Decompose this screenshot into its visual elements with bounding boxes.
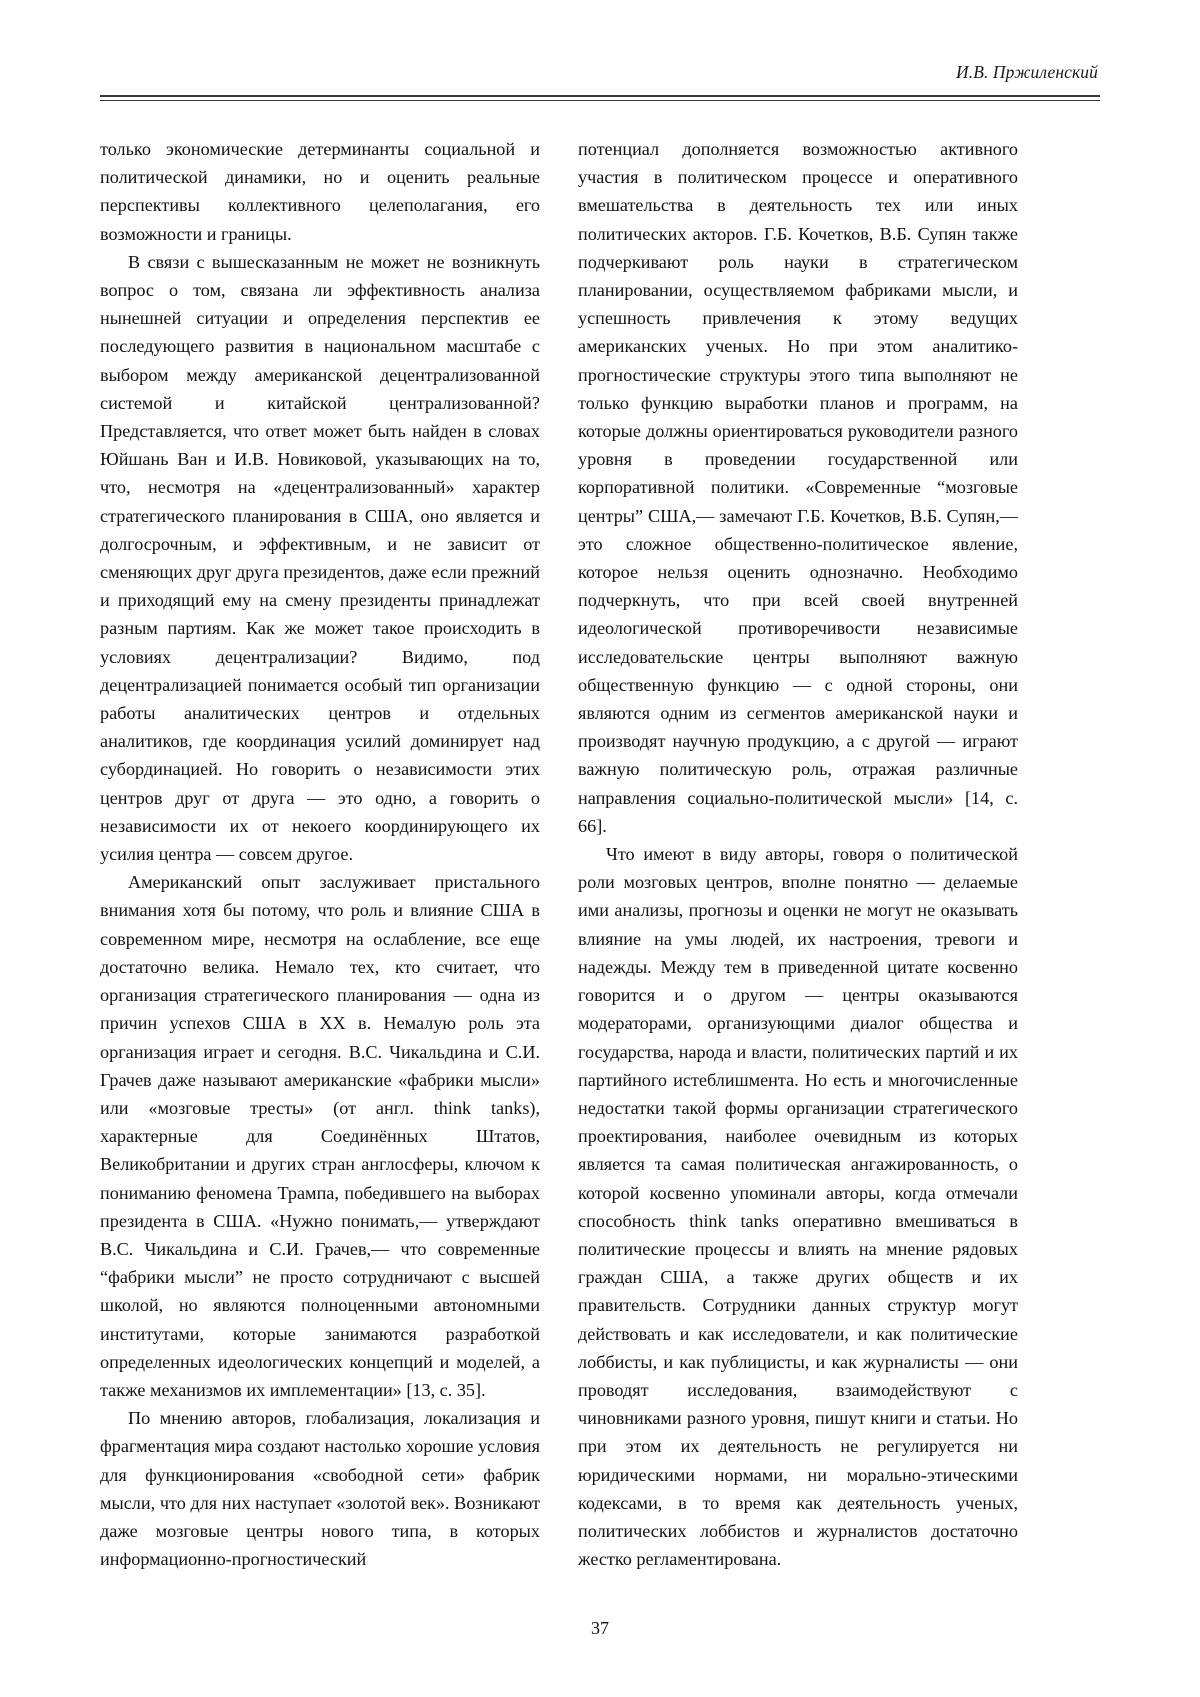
paragraph: В связи с вышесказанным не может не возникнуть вопрос о том, связана ли эффективность анализа нынешней ситуации и определения перспектив ее последующего развития в национальном масштабе с выбором между американской децентрализованной системой и китайской централизованной? Представляется, что ответ может быть найден в словах Юйшань Ван и И.В. Новиковой, указывающих на то, что, несмотря на «децентрализованный» характер стратегического планирования в США, оно является и долгосрочным, и эффективным, и не зависит от сменяющих друг друга президентов, даже если прежний и приходящий ему на смену президенты принадлежат разным партиям. Как же может такое происходить в условиях децентрализации? Видимо, под децентрализацией понимается особый тип организации работы аналитических центров и отдельных аналитиков, где координация усилий доминирует над субординацией. Но говорить о независимости этих центров друг от друга — это одно, а говорить о независимости их от некоего координирующего их усилия центра — совсем другое. (100, 251, 540, 865)
header-rule-thick (100, 95, 1100, 97)
paragraph: потенциал дополняется возможностью активного участия в политическом процессе и оперативного вмешательства в деятельность тех или иных политических акторов. Г.Б. Кочетков, В.Б. Супян также подчеркивают роль науки в стратегическом планировании, осуществляемом фабриками мысли, и успешность привлечения к этому ведущих американских ученых. Но при этом аналитико-прогностические структуры этого типа выполняют не только функцию выработки планов и программ, на которые должны ориентироваться руководители разного уровня в проведении государственной или корпоративной политики. «Современные “мозговые центры” США,— замечают Г.Б. Кочетков, В.Б. Супян,— это сложное общественно-политическое явление, которое нельзя оценить однозначно. Необходимо подчеркнуть, что при всей своей внутренней идеологической противоречивости независимые исследовательские центры выполняют важную общественную функцию — с одной стороны, они являются одним из сегментов американской науки и производят научную продукцию, а с другой — играют важную политическую роль, отражая различные направления социально-политической мысли» [14, с. 66]. (578, 139, 1018, 836)
page-number: 37 (591, 1618, 609, 1638)
two-column-body (100, 135, 1100, 1573)
right-column (578, 135, 1018, 1573)
paragraph: только экономические детерминанты социальной и политической динамики, но и оценить реальные перспективы коллективного целеполагания, его возможности и границы. (100, 139, 540, 244)
header-rule-thin (100, 100, 1100, 101)
paragraph: По мнению авторов, глобализация, локализация и фрагментация мира создают настолько хорошие условия для функционирования «свободной сети» фабрик мысли, что для них наступает «золотой век». Возникают даже мозговые центры нового типа, в которых информационно-прогностический (100, 1408, 540, 1570)
header-rule (100, 95, 1100, 101)
paragraph: Американский опыт заслуживает пристального внимания хотя бы потому, что роль и влияние США в современном мире, несмотря на ослабление, все еще достаточно велика. Немало тех, кто считает, что организация стратегического планирования — одна из причин успехов США в XX в. Немалую роль эта организация играет и сегодня. В.С. Чикальдина и С.И. Грачев даже называют американские «фабрики мысли» или «мозговые тресты» (от англ. think tanks), характерные для Соединённых Штатов, Великобритании и других стран англосферы, ключом к пониманию феномена Трампа, победившего на выборах президента в США. «Нужно понимать,— утверждают В.С. Чикальдина и С.И. Грачев,— что современные “фабрики мысли” не просто сотрудничают с высшей школой, но являются полноценными автономными институтами, которые занимаются разработкой определенных идеологических концепций и моделей, а также механизмов их имплементации» [13, с. 35]. (100, 872, 540, 1400)
paragraph: Что имеют в виду авторы, говоря о политической роли мозговых центров, вполне понятно — делаемые ими анализы, прогнозы и оценки не могут не оказывать влияние на умы людей, их настроения, тревоги и надежды. Между тем в приведенной цитате косвенно говорится и о другом — центры оказываются модераторами, организующими диалог общества и государства, народа и власти, политических партий и их партийного истеблишмента. Но есть и многочисленные недостатки такой формы организации стратегического проектирования, наиболее очевидным из которых является та самая политическая ангажированность, о которой косвенно упоминали авторы, когда отмечали способность think tanks оперативно вмешиваться в политические процессы и влиять на мнение рядовых граждан США, а также других обществ и их правительств. Сотрудники данных структур могут действовать и как исследователи, и как политические лоббисты, и как публицисты, и как журналисты — они проводят исследования, взаимодействуют с чиновниками разного уровня, пишут книги и статьи. Но при этом их деятельность не регулируется ни юридическими нормами, ни морально-этическими кодексами, в то время как деятельность ученых, политических лоббистов и журналистов достаточно жестко регламентирована. (578, 844, 1018, 1570)
running-head: И.В. Пржиленский (955, 62, 1098, 82)
left-column (100, 135, 540, 1573)
